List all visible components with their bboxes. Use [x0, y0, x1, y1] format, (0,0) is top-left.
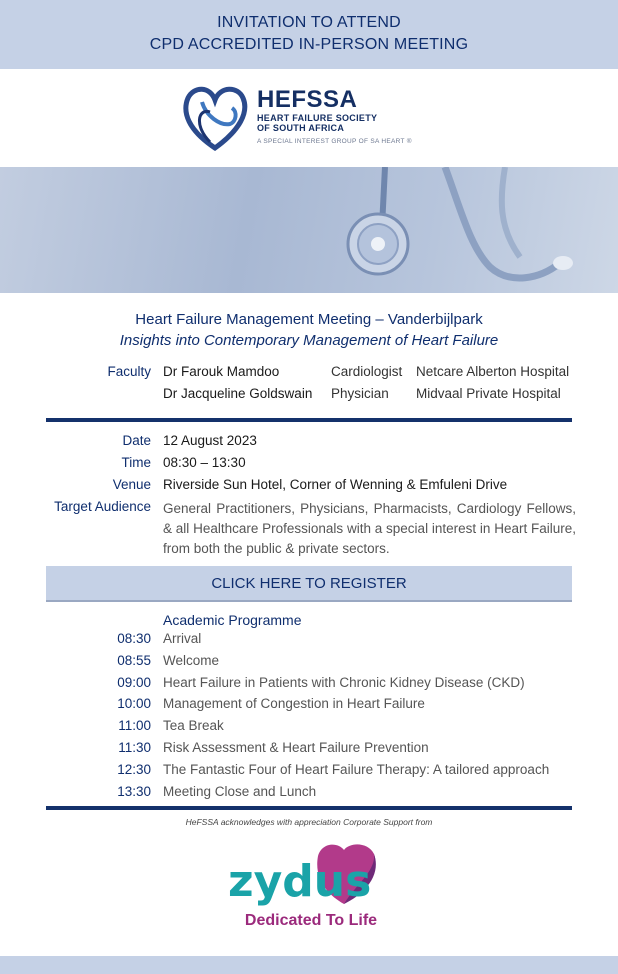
footer-band: [0, 956, 618, 974]
venue-value: Riverside Sun Hotel, Corner of Wenning & Emfuleni Drive: [163, 477, 508, 492]
zydus-wordmark-icon: [226, 840, 396, 912]
divider: [46, 806, 572, 810]
header-line-2: CPD ACCREDITED IN-PERSON MEETING: [149, 36, 469, 53]
date-label: Date: [122, 433, 151, 448]
programme-time: 09:00: [117, 674, 151, 690]
faculty-hospital: Midvaal Private Hospital: [416, 386, 561, 401]
programme-item: Heart Failure in Patients with Chronic Kidney Disease (CKD): [163, 674, 525, 690]
sponsor-name: zydus: [228, 856, 372, 907]
programme-time: 13:30: [117, 783, 151, 799]
programme-item: Management of Congestion in Heart Failure: [163, 696, 425, 712]
programme-item: Arrival: [163, 631, 202, 646]
programme-item: The Fantastic Four of Heart Failure Therapy: A tailored approach: [163, 761, 550, 777]
register-button[interactable]: CLICK HERE TO REGISTER: [46, 566, 572, 602]
programme-item: Welcome: [163, 652, 220, 668]
logo-tagline: A SPECIAL INTEREST GROUP OF SA HEART ®: [257, 138, 412, 145]
programme-item: Tea Break: [163, 718, 224, 734]
meeting-subtitle: Insights into Contemporary Management of Heart Failure: [119, 332, 499, 349]
programme-time: 08:30: [117, 631, 151, 646]
programme-title: Academic Programme: [163, 612, 302, 628]
programme-item: Risk Assessment & Heart Failure Prevention: [163, 740, 429, 755]
heart-logo-icon: [180, 82, 250, 154]
programme-time: 11:30: [118, 740, 151, 755]
faculty-name: Dr Farouk Mamdoo: [163, 364, 280, 379]
faculty-hospital: Netcare Alberton Hospital: [416, 364, 570, 379]
logo-subtitle-1: HEART FAILURE SOCIETY: [257, 113, 378, 123]
programme-time: 12:30: [117, 761, 151, 777]
header-line-1: INVITATION TO ATTEND: [217, 14, 401, 31]
programme-time: 11:00: [118, 718, 151, 734]
time-value: 08:30 – 13:30: [163, 455, 246, 470]
zydus-logo: [226, 840, 396, 935]
divider: [46, 418, 572, 422]
invitation-header: [0, 0, 618, 69]
faculty-role: Physician: [331, 386, 389, 401]
meeting-title: Heart Failure Management Meeting – Vanderbijlpark: [135, 311, 483, 328]
audience-value: General Practitioners, Physicians, Pharmacists, Cardiology Fellows, & all Healthcare Professionals with a special interest in Heart Failure, from both the public & private sectors.: [163, 501, 576, 556]
programme-time: 08:55: [117, 652, 151, 668]
venue-label: Venue: [112, 477, 151, 492]
date-value: 12 August 2023: [163, 433, 257, 448]
sponsor-tagline: Dedicated To Life: [244, 912, 378, 929]
stethoscope-banner: [0, 167, 618, 293]
faculty-role: Cardiologist: [331, 364, 403, 379]
faculty-label: Faculty: [107, 364, 151, 379]
stethoscope-icon: [0, 167, 618, 293]
audience-label: Target Audience: [54, 499, 151, 514]
faculty-name: Dr Jacqueline Goldswain: [163, 386, 313, 401]
hefssa-logo: [180, 80, 440, 158]
programme-item: Meeting Close and Lunch: [163, 783, 317, 799]
acknowledgement: HeFSSA acknowledges with appreciation Corporate Support from: [185, 817, 433, 827]
programme-time: 10:00: [117, 696, 151, 712]
logo-subtitle-2: OF SOUTH AFRICA: [257, 123, 345, 133]
logo-name: HEFSSA: [257, 86, 358, 113]
time-label: Time: [121, 455, 151, 470]
